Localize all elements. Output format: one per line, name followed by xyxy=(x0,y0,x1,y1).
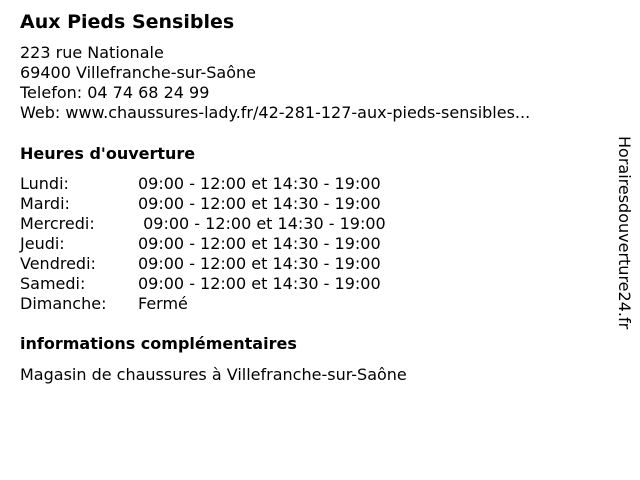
phone-number: Telefon: 04 74 68 24 99 xyxy=(20,83,210,102)
street-address: 223 rue Nationale xyxy=(20,43,164,62)
day-hours: Fermé xyxy=(138,294,188,313)
day-label: Mardi: xyxy=(20,194,70,213)
address-block xyxy=(20,43,530,123)
day-label: Samedi: xyxy=(20,274,86,293)
additional-info-text: Magasin de chaussures à Villefranche-sur-Saône xyxy=(20,365,407,384)
day-hours: 09:00 - 12:00 et 14:30 - 19:00 xyxy=(138,194,381,213)
day-hours: 09:00 - 12:00 et 14:30 - 19:00 xyxy=(138,274,381,293)
business-name: Aux Pieds Sensibles xyxy=(20,11,235,33)
opening-hours-table xyxy=(20,174,386,314)
hours-row-saturday xyxy=(20,274,386,294)
day-label: Mercredi: xyxy=(20,214,95,233)
hours-row-thursday xyxy=(20,234,386,254)
hours-row-sunday xyxy=(20,294,386,314)
day-hours: 09:00 - 12:00 et 14:30 - 19:00 xyxy=(138,254,381,273)
day-hours: 09:00 - 12:00 et 14:30 - 19:00 xyxy=(138,174,381,193)
day-hours: 09:00 - 12:00 et 14:30 - 19:00 xyxy=(138,214,386,233)
additional-info-heading: informations complémentaires xyxy=(20,334,297,353)
hours-row-tuesday xyxy=(20,194,386,214)
city-address: 69400 Villefranche-sur-Saône xyxy=(20,63,257,82)
day-hours: 09:00 - 12:00 et 14:30 - 19:00 xyxy=(138,234,381,253)
day-label: Jeudi: xyxy=(20,234,65,253)
hours-row-monday xyxy=(20,174,386,194)
day-label: Dimanche: xyxy=(20,294,107,313)
hours-row-wednesday xyxy=(20,214,386,234)
day-label: Vendredi: xyxy=(20,254,96,273)
website-link[interactable]: Web: www.chaussures-lady.fr/42-281-127-aux-pieds-sensibles... xyxy=(20,103,531,122)
opening-hours-heading: Heures d'ouverture xyxy=(20,144,196,163)
day-label: Lundi: xyxy=(20,174,69,193)
site-watermark: Horairesdouverture24.fr xyxy=(615,136,634,330)
hours-row-friday xyxy=(20,254,386,274)
